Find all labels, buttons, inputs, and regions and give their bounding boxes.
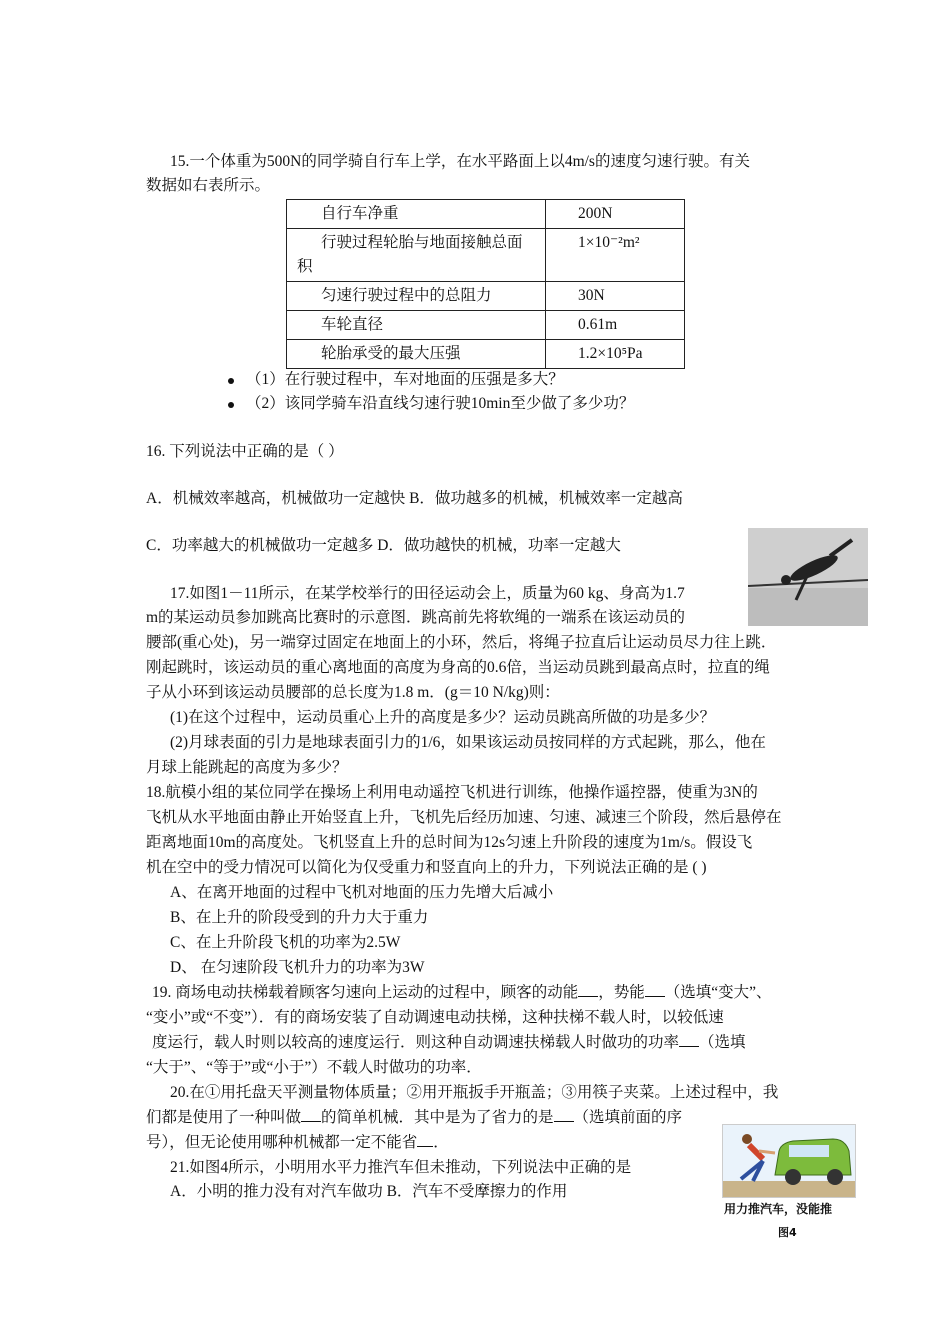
q20-line3	[146, 1131, 449, 1155]
q18-line2: 飞机从水平地面由静止开始竖直上升，飞机先后经历加速、匀速、减速三个阶段，然后悬停在	[146, 809, 782, 826]
table-cell-value: 1×10⁻²m²	[546, 229, 685, 282]
bullet-icon	[228, 378, 234, 384]
q20-text: 们都是使用了一种叫做	[146, 1109, 302, 1126]
q18-line4: 机在空中的受力情况可以简化为仅受重力和竖直向上的升力，下列说法正确的是 ( )	[146, 859, 707, 876]
table-cell-value: 1.2×10⁵Pa	[546, 340, 685, 369]
q20-line2	[146, 1106, 682, 1130]
table-cell-label: 自行车净重	[321, 205, 399, 222]
q19-text: （选填	[699, 1034, 746, 1051]
q18-option-d: D、 在匀速阶段飞机升力的功率为3W	[170, 959, 425, 976]
table-cell-value: 30N	[546, 282, 685, 311]
table-cell-label: 轮胎承受的最大压强	[321, 345, 461, 362]
q18-line3: 距离地面10m的高度处。飞机竖直上升的总时间为12s匀速上升阶段的速度为1m/s。假设飞	[146, 834, 753, 851]
table-row	[287, 229, 685, 282]
table-cell-value: 200N	[546, 200, 685, 229]
q17-line1: 17.如图1－11所示，在某学校举行的田径运动会上，质量为60 kg、身高为1.7	[170, 585, 685, 602]
q18-line1: 18.航模小组的某位同学在操场上利用电动遥控飞机进行训练，他操作遥控器，使重为3N的	[146, 784, 758, 801]
q19-text: （选填“变大”、	[664, 984, 772, 1001]
q19-line4: “大于”、“等于”或“小于”）不载人时做功的功率．	[146, 1059, 482, 1076]
q21-line2: A．小明的推力没有对汽车做功 B．汽车不受摩擦力的作用	[170, 1183, 568, 1200]
table-row	[287, 311, 685, 340]
q17-line4: 刚起跳时，该运动员的重心离地面的高度为身高的0.6倍，当运动员跳到最高点时，拉直的绳	[146, 659, 770, 676]
table-cell-label: 行驶过程轮胎与地面接触总面积	[297, 234, 523, 275]
push-car-icon	[723, 1125, 855, 1197]
table-row	[287, 200, 685, 229]
q19-line2: “变小”或“不变”）．有的商场安装了自动调速电动扶梯，这种扶梯不载人时，以较低速	[146, 1009, 724, 1026]
q20-text: ．	[433, 1134, 449, 1151]
q17-line7: (2)月球表面的引力是地球表面引力的1/6，如果该运动员按同样的方式起跳，那么，他在	[170, 734, 766, 751]
answer-blank	[554, 1107, 574, 1122]
q20-text: 号），但无论使用哪种机械都一定不能省	[146, 1134, 418, 1151]
q19-text: ，势能	[598, 984, 645, 1001]
figure-label: 图4	[778, 1226, 797, 1239]
push-car-figure	[722, 1124, 856, 1198]
q18-option-c: C、在上升阶段飞机的功率为2.5W	[170, 934, 401, 951]
q15-line2: 数据如右表所示。	[146, 177, 271, 194]
q18-option-a: A、在离开地面的过程中飞机对地面的压力先增大后减小	[170, 884, 554, 901]
q17-line2: m的某运动员参加跳高比赛时的示意图．跳高前先将软绳的一端系在该运动员的	[146, 609, 686, 626]
q18-option-b: B、在上升的阶段受到的升力大于重力	[170, 909, 429, 926]
table-cell-label: 匀速行驶过程中的总阻力	[321, 287, 492, 304]
answer-blank	[578, 982, 598, 997]
table-cell-label: 车轮直径	[321, 316, 384, 333]
q21-line1: 21.如图4所示，小明用水平力推汽车但未推动，下列说法中正确的是	[170, 1159, 632, 1176]
answer-blank	[645, 982, 665, 997]
q19-line1	[152, 981, 772, 1005]
q19-line3	[152, 1031, 746, 1055]
q15-line1: 15.一个体重为500N的同学骑自行车上学，在水平路面上以4m/s的速度匀速行驶。有关	[170, 153, 750, 170]
q16-options-cd: C．功率越大的机械做功一定越多 D．做功越快的机械，功率一定越大	[146, 537, 621, 554]
q20-text: 的简单机械．其中是为了省力的是	[321, 1109, 554, 1126]
answer-blank	[417, 1132, 433, 1147]
q20-line1: 20.在①用托盘天平测量物体质量；②用开瓶扳手开瓶盖；③用筷子夹菜。上述过程中，我	[170, 1084, 779, 1101]
high-jumper-icon	[748, 528, 868, 626]
q16-stem: 16. 下列说法中正确的是（ ）	[146, 443, 344, 460]
q17-line8: 月球上能跳起的高度为多少？	[146, 759, 348, 776]
q15-sub2: （2）该同学骑车沿直线匀速行驶10min至少做了多少功？	[246, 395, 635, 412]
q19-text: 19. 商场电动扶梯载着顾客匀速向上运动的过程中，顾客的动能	[152, 984, 579, 1001]
q17-line6: (1)在这个过程中，运动员重心上升的高度是多少？运动员跳高所做的功是多少？	[170, 709, 716, 726]
q19-text: 度运行，载人时则以较高的速度运行．则这种自动调速扶梯载人时做功的功率	[152, 1034, 680, 1051]
answer-blank	[301, 1107, 321, 1122]
q17-line3: 腰部(重心处)，另一端穿过固定在地面上的小环，然后，将绳子拉直后让运动员尽力往上跳．	[146, 634, 777, 651]
bullet-icon	[228, 402, 234, 408]
figure-caption: 用力推汽车，没能推	[724, 1202, 833, 1216]
answer-blank	[679, 1032, 699, 1047]
high-jump-photo	[748, 528, 868, 626]
table-row	[287, 340, 685, 369]
bicycle-data-table	[286, 199, 685, 369]
table-row	[287, 282, 685, 311]
q20-text: （选填前面的序	[573, 1109, 683, 1126]
q17-line5: 子从小环到该运动员腰部的总长度为1.8 m．(g＝10 N/kg)则：	[146, 684, 560, 701]
q16-options-ab: A．机械效率越高，机械做功一定越快 B．做功越多的机械，机械效率一定越高	[146, 490, 683, 507]
table-cell-value: 0.61m	[546, 311, 685, 340]
q15-sub1: （1）在行驶过程中，车对地面的压强是多大？	[246, 371, 564, 388]
